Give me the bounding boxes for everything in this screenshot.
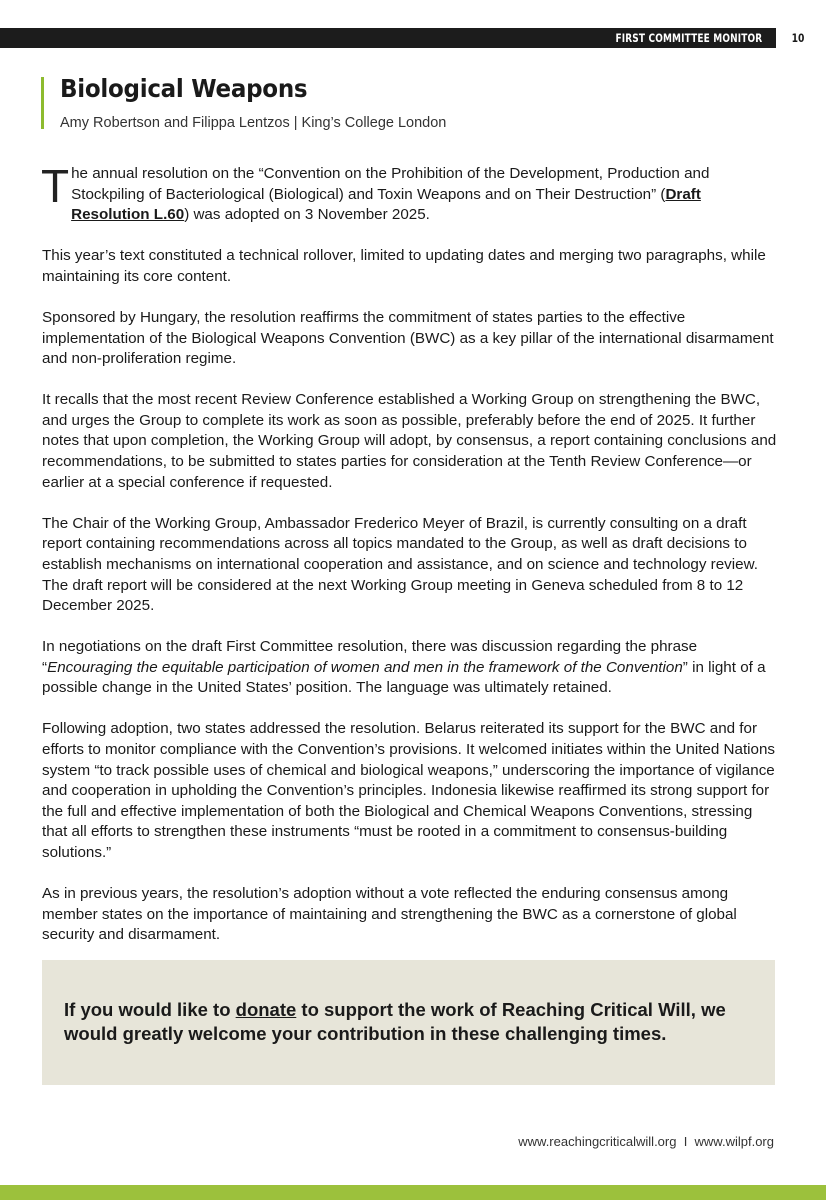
paragraph: As in previous years, the resolution’s adoption without a vote reflected the enduring consensus among member states on the importance of maintaining and strengthening the BWC as a cornerstone of global security and disarmament.	[42, 885, 737, 944]
header-bar	[0, 28, 776, 48]
paragraph: This year’s text constituted a technical rollover, limited to updating dates and merging two paragraphs, while maintaining its core content.	[42, 247, 766, 285]
paragraph: It recalls that the most recent Review Conference established a Working Group on strengthening the BWC, and urges the Group to complete its work as soon as possible, preferably before the end of 2025. It further notes that upon completion, the Working Group will adopt, by consensus, a report containing conclusions and recommendations, to be submitted to states parties for consideration at the Tenth Review Conference—or earlier at a special conference if requested.	[42, 391, 777, 491]
drop-cap: T	[41, 160, 70, 212]
paragraph: The Chair of the Working Group, Ambassador Frederico Meyer of Brazil, is currently consulting on a draft report containing recommendations across all topics mandated to the Group, as well as draft decisions to establish mechanisms on international cooperation and assistance, and on science and technology review. The draft report will be considered at the next Working Group meeting in Geneva scheduled from 8 to 12 December 2025.	[42, 514, 758, 615]
donate-link[interactable]: donate	[235, 999, 297, 1020]
donate-message: If you would like to donate to support the work of Reaching Critical Will, we would greatly welcome your contribution in these challenging times.	[64, 999, 726, 1044]
page-number: 10	[791, 31, 805, 45]
article-title: Biological Weapons	[60, 74, 308, 103]
paragraph: Following adoption, two states addressed the resolution. Belarus reiterated its support for the BWC and for efforts to monitor compliance with the Convention’s provisions. It welcomed initiates within the United Nations system “to track possible uses of chemical and biological weapons,” underscoring the importance of vigilance and cooperation in upholding the Convention’s principles. Indonesia likewise reaffirmed its strong support for the full and effective implementation of both the Biological and Chemical Weapons Conventions, stressing that all efforts to strengthen these instruments “must be rooted in a commitment to consensus-building solutions.”	[42, 720, 776, 862]
footer-links[interactable]: www.reachingcriticalwill.org I www.wilpf.org	[518, 1134, 774, 1149]
paragraph: Sponsored by Hungary, the resolution reaffirms the commitment of states parties to the effective implementation of the Biological Weapons Convention (BWC) as a key pillar of the international disarmament and non-proliferation regime.	[42, 308, 774, 368]
publication-name: FIRST COMMITTEE MONITOR	[615, 31, 762, 45]
donate-box	[42, 960, 775, 1085]
title-accent-bar	[41, 77, 44, 129]
byline: Amy Robertson and Filippa Lentzos | King’s College London	[60, 115, 447, 131]
paragraph: The annual resolution on the “Convention on the Prohibition of the Development, Production and Stockpiling of Bacteriological (Biological) and Toxin Weapons and on Their Destruction” (Draft Resolution L.60) was adopted on 3 November 2025.	[41, 160, 710, 224]
draft-resolution-link[interactable]: Draft Resolution L.60	[71, 185, 701, 224]
footer-green-bar	[0, 1185, 826, 1200]
article-body	[41, 160, 780, 966]
quoted-phrase: Encouraging the equitable participation of women and men in the framework of the Convention	[47, 658, 683, 676]
paragraph: In negotiations on the draft First Committee resolution, there was discussion regarding the phrase “Encouraging the equitable participation of women and men in the framework of the Convention” in light of a possible change in the United States’ position. The language was ultimately retained.	[42, 638, 766, 697]
